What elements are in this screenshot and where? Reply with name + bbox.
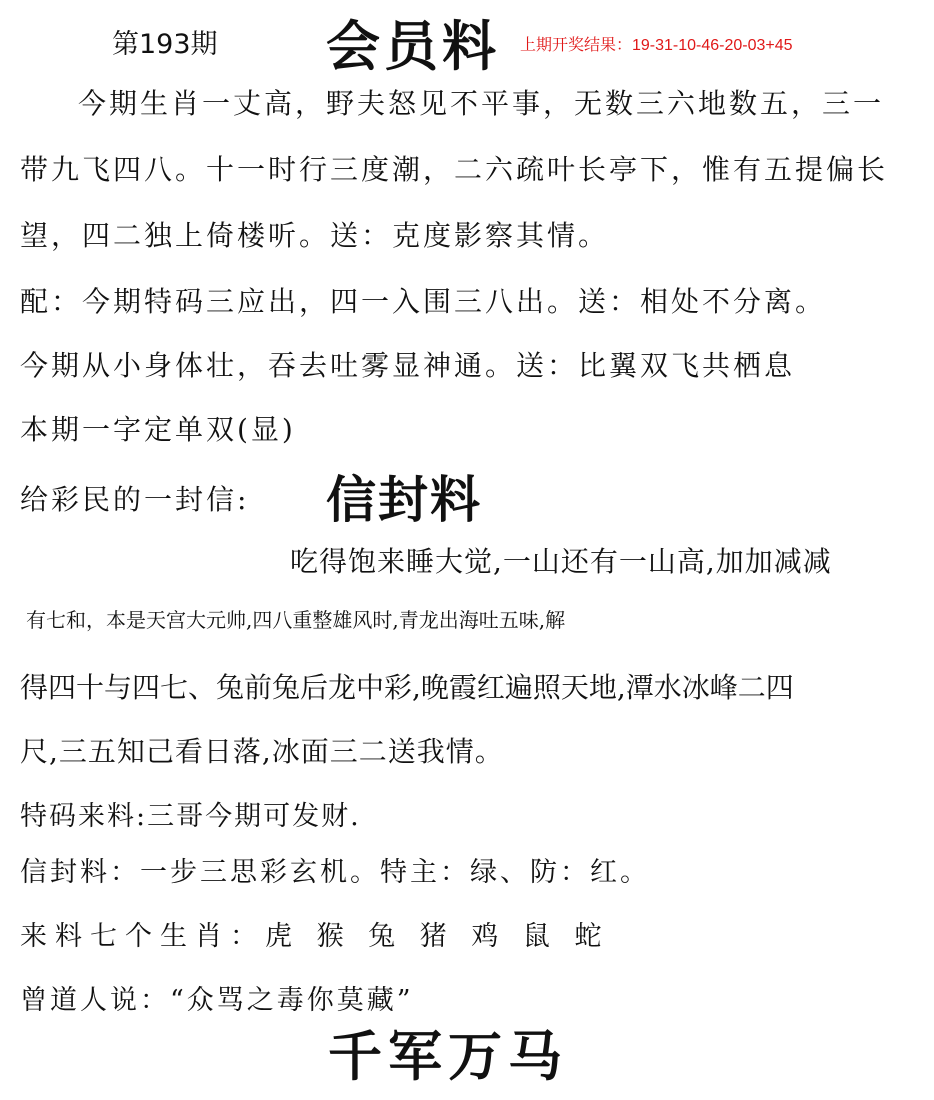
special-code-line: 特码来料:三哥今期可发财. bbox=[20, 801, 361, 832]
footer-title: 千军万马 bbox=[328, 1024, 568, 1088]
letter-line-2: 有七和，本是天宫大元帅,四八重整雄风时,青龙出海吐五味,解 bbox=[26, 608, 566, 632]
verse-line-1: 今期生肖一丈高，野夫怒见不平事，无数三六地数五，三一 bbox=[78, 87, 885, 120]
letter-line-1: 吃得饱来睡大觉,一山还有一山高,加加减减 bbox=[290, 545, 832, 578]
verse-line-6: 本期一字定单双(显) bbox=[20, 413, 296, 446]
page-title: 会员料 bbox=[326, 14, 500, 78]
verse-line-5: 今期从小身体壮，吞去吐雾显神通。送：比翼双飞共栖息 bbox=[20, 349, 796, 382]
zodiac-line: 来料七个生肖：虎 猴 兔 猪 鸡 鼠 蛇 bbox=[20, 921, 610, 952]
verse-line-4: 配：今期特码三应出，四一入围三八出。送：相处不分离。 bbox=[20, 285, 827, 318]
quote-line: 曾道人说：“众骂之毒你莫藏” bbox=[20, 985, 414, 1016]
issue-number: 第193期 bbox=[112, 29, 218, 60]
letter-line-3: 得四十与四七、兔前兔后龙中彩,晚霞红遍照天地,潭水冰峰二四 bbox=[20, 671, 794, 704]
envelope-line: 信封料：一步三思彩玄机。特主：绿、防：红。 bbox=[20, 857, 650, 888]
verse-line-3: 望，四二独上倚楼听。送：克度影察其情。 bbox=[20, 219, 610, 252]
letter-line-4: 尺,三五知己看日落,冰面三二送我情。 bbox=[20, 735, 504, 768]
letter-intro: 给彩民的一封信: bbox=[20, 483, 250, 516]
verse-line-2: 带九飞四八。十一时行三度潮，二六疏叶长亭下，惟有五提偏长 bbox=[20, 153, 889, 186]
last-draw-result: 上期开奖结果：19-31-10-46-20-03+45 bbox=[520, 37, 793, 54]
section-title-letter: 信封料 bbox=[326, 470, 482, 529]
